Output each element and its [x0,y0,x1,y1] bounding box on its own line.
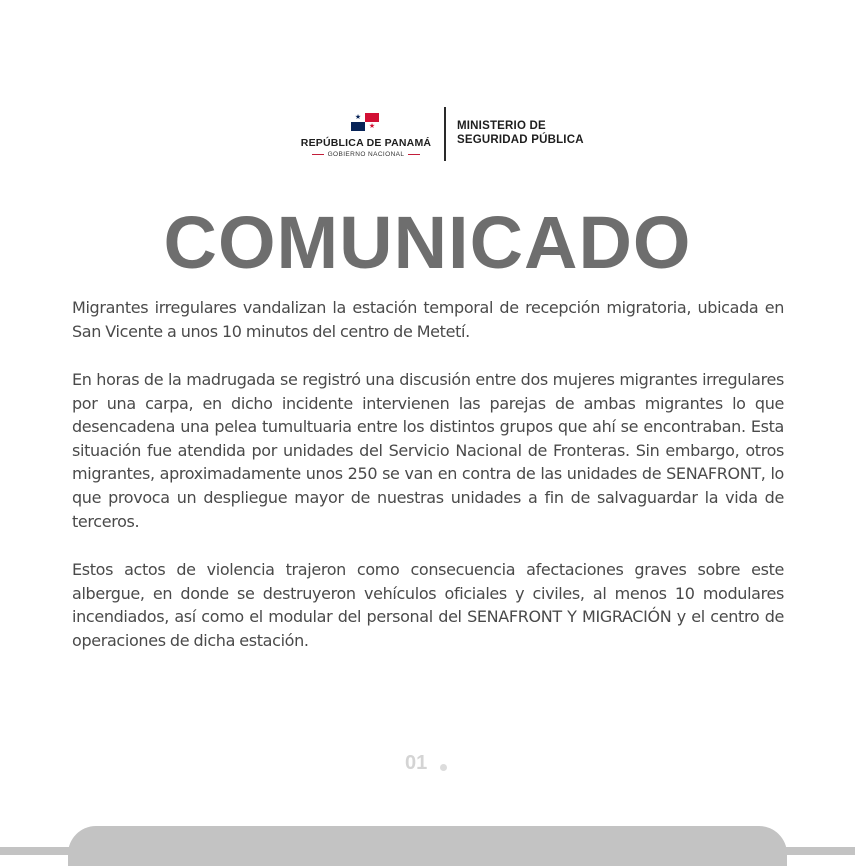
panama-flag-icon: ★ ★ [351,113,379,131]
paragraph-2: En horas de la madrugada se registró una discusión entre dos mujeres migrantes irregulares por una carpa, en dicho incidente intervienen las parejas de ambas migrantes lo que desencadena una pelea tumultuaria entre los distintos grupos que ahí se encontraban. Esta situación fue atendida por unidades del Servicio Nacional de Fronteras. Sin embargo, otros migrantes, aproximadamente unos 250 se van en contra de las unidades de SENAFRONT, lo que provoca un despliegue mayor de nuestras unidades a fin de salvaguardar la vida de terceros. [72,370,784,531]
government-text: GOBIERNO NACIONAL [327,151,405,158]
paragraph-1: Migrantes irregulares vandalizan la estación temporal de recepción migratoria, ubicada en San Vicente a unos 10 minutos del centro de Metetí. [72,298,784,341]
page-indicator-dot [440,764,447,771]
header [0,105,855,165]
government-label [296,151,436,158]
republic-name: REPÚBLICA DE PANAMÁ [300,137,432,149]
page-title: COMUNICADO [163,201,692,284]
header-divider [444,107,446,161]
ministry-name [457,119,617,147]
footer-bar [0,847,855,855]
page-number: 01 [405,752,428,774]
paragraph-3: Estos actos de violencia trajeron como consecuencia afectaciones graves sobre este albergue, en donde se destruyeron vehículos oficiales y civiles, al menos 10 modulares incendiados, así como el modular del personal del SENAFRONT Y MIGRACIÓN y el centro de operaciones de dicha estación. [72,560,784,650]
ministry-line-1: MINISTERIO DE [457,120,546,132]
footer-tab [68,826,787,866]
ministry-line-2: SEGURIDAD PÚBLICA [457,134,584,146]
